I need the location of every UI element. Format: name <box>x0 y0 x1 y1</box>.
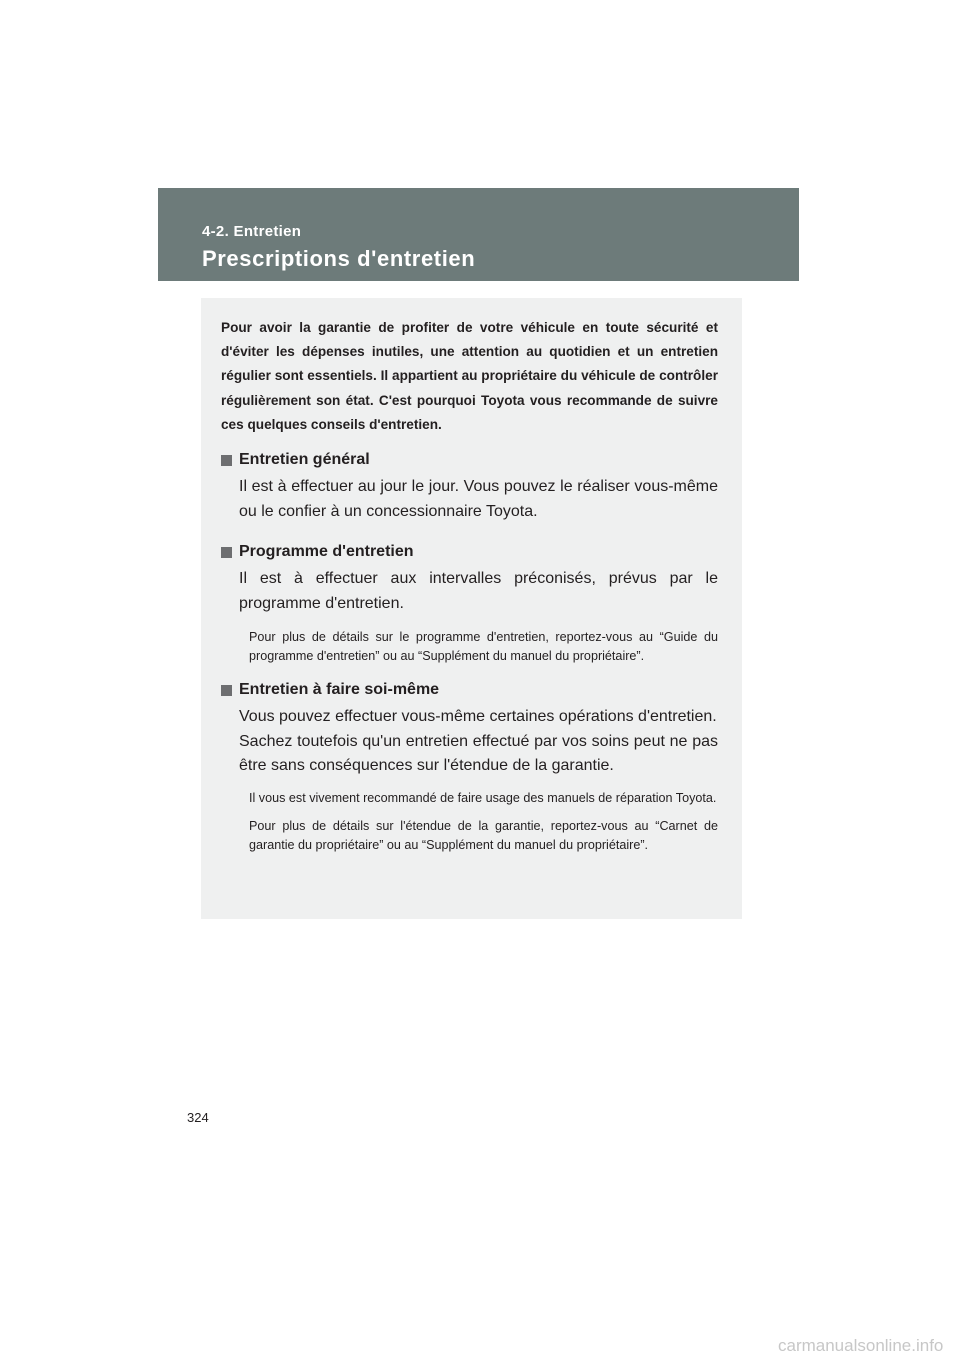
section-body: Il est à effectuer aux intervalles préconisés, prévus par le programme d'entretien. <box>239 570 718 612</box>
section-body-line-2: Sachez toutefois qu'un entretien effectué par vos soins peut ne pas être sans conséquences sur l'étendue de la garantie. <box>239 732 718 775</box>
section-heading-text: Entretien général <box>239 451 370 469</box>
square-bullet-icon <box>221 685 232 696</box>
content-box <box>201 298 742 919</box>
section-heading <box>221 678 718 702</box>
square-bullet-icon <box>221 547 232 558</box>
section-heading-text: Entretien à faire soi-même <box>239 681 440 699</box>
section-heading-text: Programme d'entretien <box>239 543 414 561</box>
section-body: Il est à effectuer au jour le jour. Vous pouvez le réaliser vous-même ou le confier à un concessionnaire Toyota. <box>239 478 718 520</box>
page-title: Prescriptions d'entretien <box>202 246 476 271</box>
section-entretien-general <box>221 448 718 524</box>
section-programme-entretien <box>221 540 718 666</box>
section-heading <box>221 448 718 472</box>
section-entretien-soi-meme <box>221 678 718 855</box>
section-note: Il vous est vivement recommandé de faire usage des manuels de réparation Toyota. <box>249 790 717 805</box>
header-band <box>158 188 799 281</box>
section-body <box>239 705 718 779</box>
section-note: Pour plus de détails sur le programme d'entretien, reportez-vous au “Guide du programme d'entretien” ou au “Supplément du manuel du propriétaire”. <box>249 630 718 664</box>
watermark: carmanualsonline.info <box>778 1336 944 1355</box>
page-number: 324 <box>187 1110 209 1125</box>
section-body-line-1: Vous pouvez effectuer vous-même certaines opérations d'entretien. <box>239 708 717 726</box>
section-heading <box>221 540 718 564</box>
intro-paragraph: Pour avoir la garantie de profiter de votre véhicule en toute sécurité et d'éviter les dépenses inutiles, une attention au quotidien et un entretien régulier sont essentiels. Il appartient au propriétaire du véhicule de contrôler régulièrement son état. C'est pourquoi Toyota vous recommande de suivre ces quelques conseils d'entretien. <box>221 320 718 432</box>
square-bullet-icon <box>221 455 232 466</box>
section-label: 4-2. Entretien <box>202 223 302 240</box>
section-note: Pour plus de détails sur l'étendue de la garantie, reportez-vous au “Carnet de garantie du propriétaire” ou au “Supplément du manuel du propriétaire”. <box>249 818 718 852</box>
